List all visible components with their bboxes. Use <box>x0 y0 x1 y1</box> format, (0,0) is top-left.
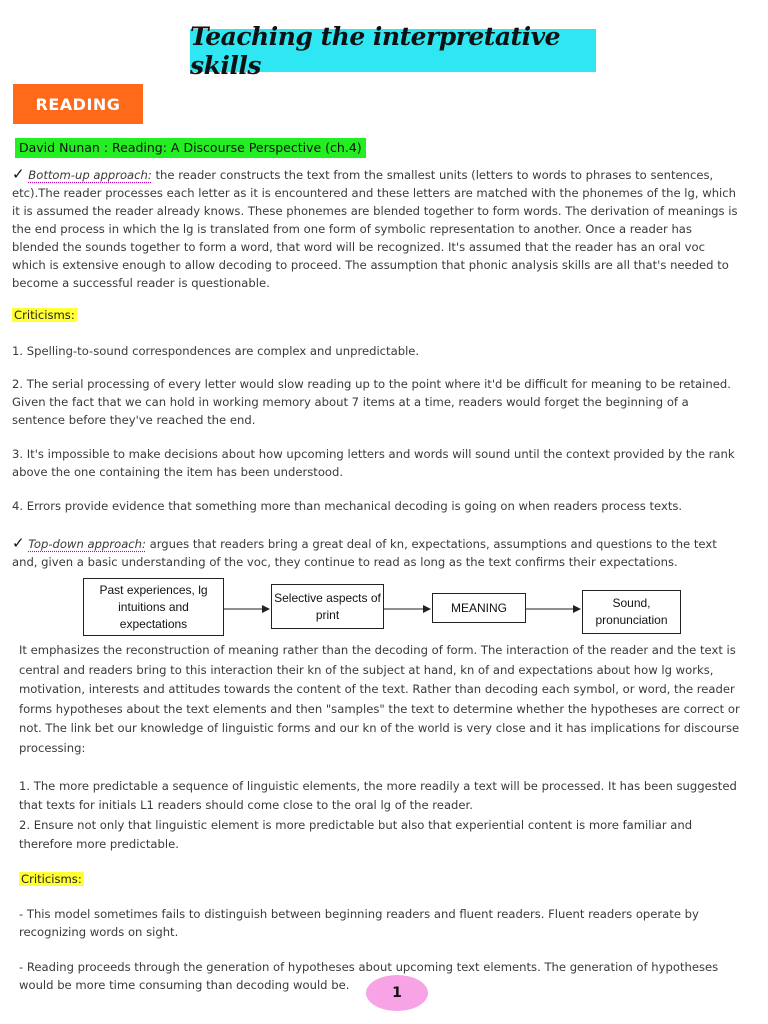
page-number-badge <box>366 975 428 1011</box>
title-banner <box>190 21 596 80</box>
page-title: Teaching the interpretative skills <box>190 21 561 80</box>
criticisms-heading-2 <box>19 870 749 888</box>
section-badge <box>13 84 143 124</box>
criticism-item: 1. Spelling-to-sound correspondences are complex and unpredictable. <box>12 344 420 358</box>
flow-box-print: Selective aspects of print <box>271 584 384 629</box>
check-icon: ✓ <box>12 165 25 183</box>
flow-box-sound: Sound, pronunciation <box>582 590 681 634</box>
top-down-body: It emphasizes the reconstruction of meaning rather than the decoding of form. The interaction of the reader and the text is central and readers bring to this interaction their kn of the subject at hand, kn of and expectations about how lg works, motivation, interests and attitudes towards the content of the text. Rather than decoding each symbol, or word, the reader forms hypotheses about the text elements and then "samples" the text to determine whether the hypotheses are correct or not. The link bet our knowledge of linguistic forms and our kn of the world is very close and it has implications for discourse processing: <box>19 643 740 755</box>
criticisms-label-2: Criticisms: <box>21 872 82 886</box>
bottom-up-text: the reader constructs the text from the smallest units (letters to words to phrases to sentences, etc).The reader processes each letter as it is encountered and these letters are matched with the phonemes of the lg, which it is assumed the reader already knows. These phonemes are blended together to form words. The derivation of meanings is the end process in which the lg is translated from one form of symbolic representation to another. Once a reader has blended the sounds together to form a word, that word will be recognized. It's assumed that the reader has an oral voc which is extensive enough to allow decoding to proceed. The assumption that phonic analysis skills are all that's needed to become a successful reader is questionable. <box>12 168 738 290</box>
criticism-item: 4. Errors provide evidence that something more than mechanical decoding is going on when readers process texts. <box>12 499 683 513</box>
criticism-item: 2. The serial processing of every letter would slow reading up to the point where it'd be difficult for meaning to be retained. Given the fact that we can hold in working memory about 7 items at a time, readers would forget the beginning of a sentence before they've reached the end. <box>12 377 731 427</box>
criticism-item: - This model sometimes fails to distinguish between beginning readers and fluent readers. Fluent readers operate by recognizing words on sight. <box>19 907 699 939</box>
flow-box-experiences: Past experiences, lg intuitions and expectations <box>83 578 224 636</box>
top-down-term: Top-down approach: <box>28 537 146 551</box>
check-icon: ✓ <box>12 534 25 552</box>
criticism-item: - Reading proceeds through the generation of hypotheses about upcoming text elements. The generation of hypotheses would be more time consuming than decoding would be. <box>19 960 719 992</box>
flow-arrows <box>0 576 768 640</box>
criticisms-label-1: Criticisms: <box>14 308 75 322</box>
criticism-item: 3. It's impossible to make decisions about how upcoming letters and words will sound until the context provided by the rank above the one containing the item has been understood. <box>12 447 735 479</box>
top-down-paragraph <box>12 534 742 571</box>
bottom-up-term: Bottom-up approach: <box>28 168 152 182</box>
section-badge-label: READING <box>35 94 121 114</box>
top-down-text: argues that readers bring a great deal of kn, expectations, assumptions and questions to the text and, given a basic understanding of the voc, they continue to read as long as the text confirms their expectations. <box>12 537 717 569</box>
flow-box-meaning: MEANING <box>432 593 526 623</box>
criticisms-heading-1 <box>12 306 742 324</box>
source-reference: David Nunan : Reading: A Discourse Perspective (ch.4) <box>15 138 366 158</box>
bottom-up-paragraph <box>12 165 742 292</box>
top-down-flow-diagram <box>0 576 768 640</box>
implication-item: 2. Ensure not only that linguistic element is more predictable but also that experiential content is more familiar and therefore more predictable. <box>19 818 693 851</box>
page-number: 1 <box>392 985 402 1001</box>
implication-item: 1. The more predictable a sequence of linguistic elements, the more readily a text will be processed. It has been suggested that texts for initials L1 readers should come close to the oral lg of the reader. <box>19 779 737 812</box>
